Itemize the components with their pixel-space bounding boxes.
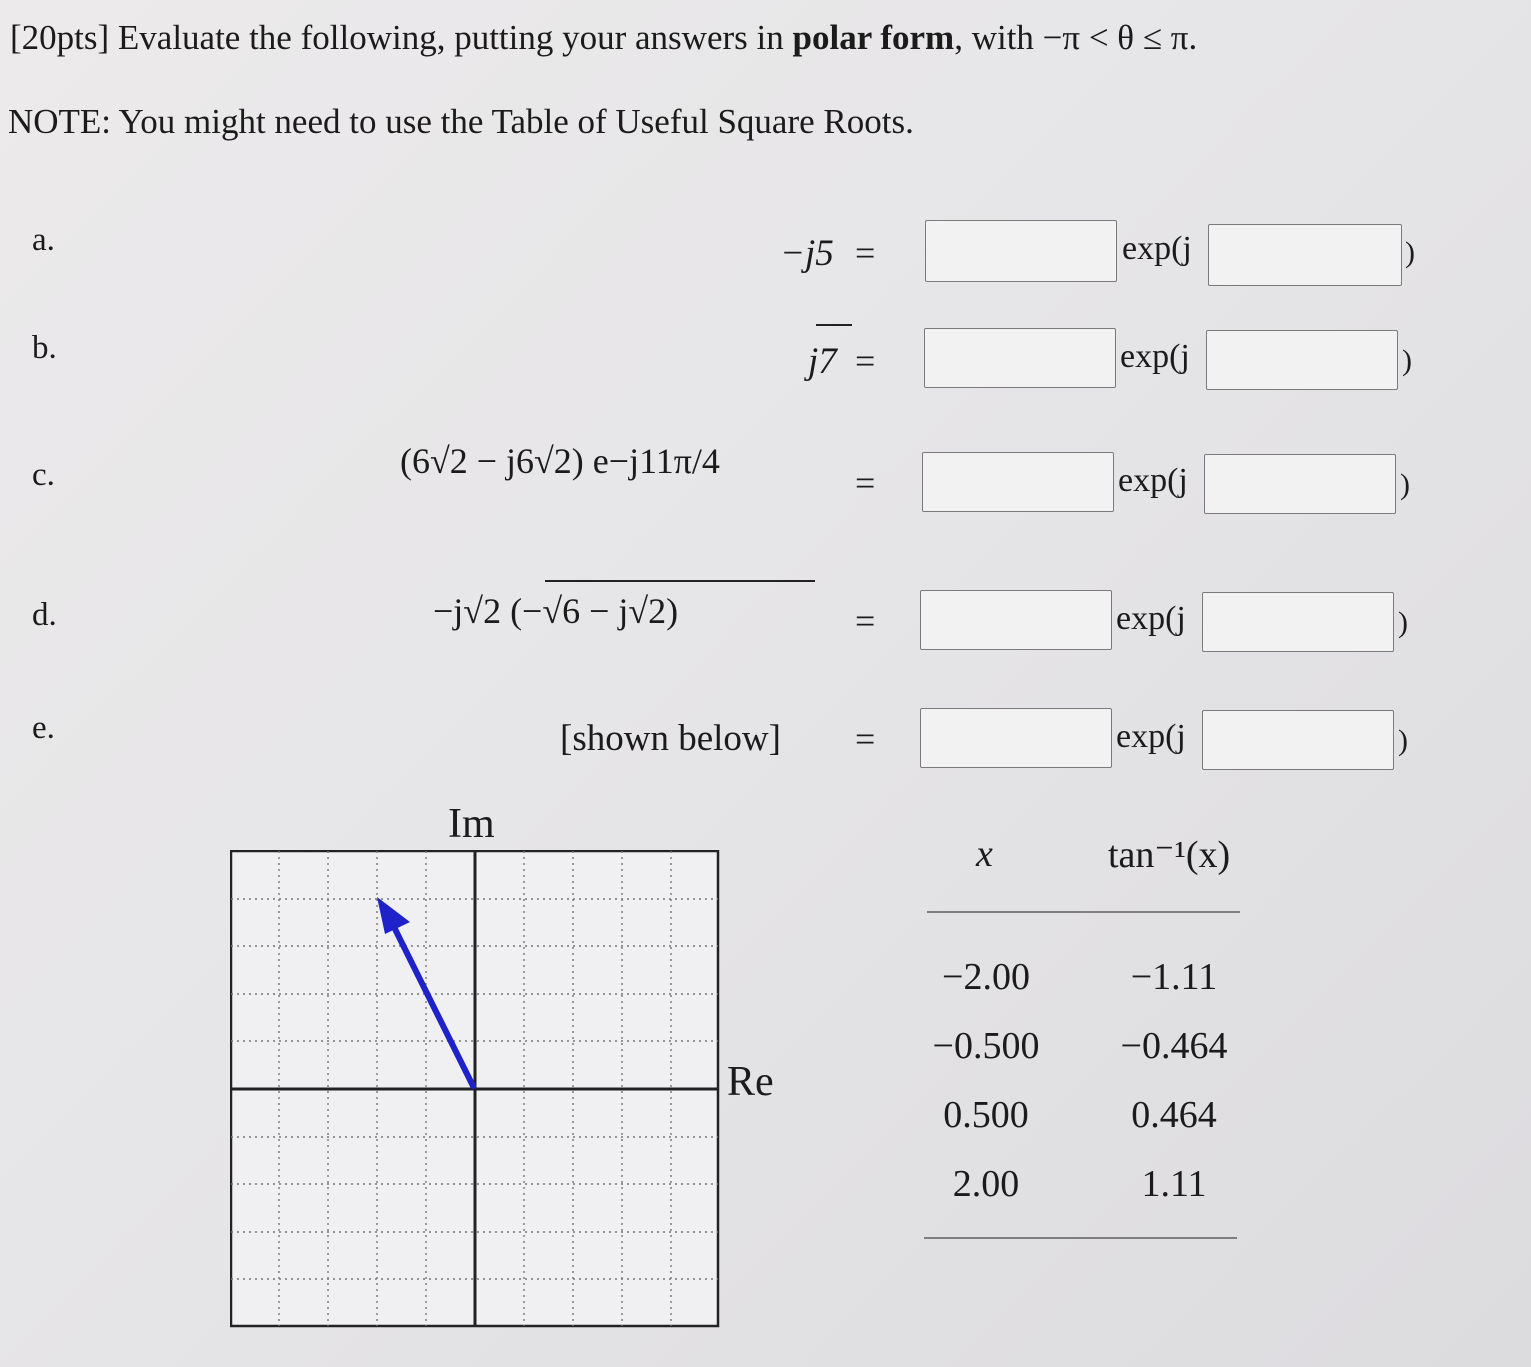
table-top-rule xyxy=(927,911,1240,913)
note-text: NOTE: You might need to use the Table of Useful Square Roots. xyxy=(8,102,914,141)
statement-bold: polar form xyxy=(792,18,955,57)
equals-b: = xyxy=(855,341,876,381)
part-e-exp-label: exp(j xyxy=(1116,718,1186,755)
part-a-angle-input[interactable] xyxy=(1208,224,1402,286)
part-c-magnitude-input[interactable] xyxy=(922,452,1114,512)
table-cell: 0.464 xyxy=(1131,1094,1217,1136)
table-cell: 2.00 xyxy=(952,1163,1020,1205)
part-d-expression xyxy=(433,590,678,632)
part-c-close-paren: ) xyxy=(1400,468,1410,501)
part-d-conj-bar xyxy=(545,580,815,582)
equals-d: = xyxy=(855,601,876,641)
part-a-expression xyxy=(780,232,834,275)
part-c-exp-label: exp(j xyxy=(1118,462,1188,499)
part-e-expression xyxy=(560,717,781,760)
problem-statement xyxy=(10,18,1197,58)
part-d-angle-input[interactable] xyxy=(1202,592,1394,652)
complex-plane-graph xyxy=(230,850,720,1328)
part-d-expr-text: −j√2 (−√6 − j√2) xyxy=(433,591,679,631)
part-b-conj-bar xyxy=(816,324,852,326)
part-a-expr-text: −j5 xyxy=(780,233,834,274)
part-e-angle-input[interactable] xyxy=(1202,710,1394,770)
equals-c: = xyxy=(855,463,876,503)
part-c-label: c. xyxy=(32,457,55,493)
table-cell: −1.11 xyxy=(1130,956,1218,998)
table-header-atan: tan⁻¹(x) xyxy=(1108,834,1231,876)
part-c-angle-input[interactable] xyxy=(1204,454,1396,514)
part-b-magnitude-input[interactable] xyxy=(924,328,1116,388)
table-header-x: x xyxy=(976,833,993,875)
statement-prefix: [20pts] Evaluate the following, putting your answers in xyxy=(10,18,793,57)
table-cell: 0.500 xyxy=(943,1094,1029,1136)
graph-re-label: Re xyxy=(727,1059,774,1105)
table-cell: −0.464 xyxy=(1120,1025,1228,1067)
part-b-close-paren: ) xyxy=(1402,344,1412,377)
part-a-close-paren: ) xyxy=(1405,236,1415,269)
statement-suffix: , with −π < θ ≤ π. xyxy=(954,18,1198,57)
part-e-label: e. xyxy=(32,710,55,746)
equals-a: = xyxy=(855,233,876,273)
part-d-magnitude-input[interactable] xyxy=(920,590,1112,650)
part-c-expression xyxy=(400,440,720,482)
part-e-close-paren: ) xyxy=(1398,724,1408,757)
table-cell: −2.00 xyxy=(942,956,1030,998)
equals-e: = xyxy=(855,719,876,759)
table-cell: 1.11 xyxy=(1141,1163,1207,1205)
part-b-label: b. xyxy=(32,330,57,366)
part-b-angle-input[interactable] xyxy=(1206,330,1398,390)
part-a-label: a. xyxy=(32,222,55,258)
part-e-expr-text: [shown below] xyxy=(560,718,781,759)
part-b-expr-text: j7 xyxy=(808,341,837,382)
table-cell: −0.500 xyxy=(932,1025,1040,1067)
table-bottom-rule xyxy=(924,1237,1237,1239)
part-a-exp-label: exp(j xyxy=(1122,230,1192,267)
part-d-label: d. xyxy=(32,597,57,633)
part-b-expression xyxy=(808,340,837,383)
part-b-exp-label: exp(j xyxy=(1120,338,1190,375)
part-e-magnitude-input[interactable] xyxy=(920,708,1112,768)
part-d-exp-label: exp(j xyxy=(1116,600,1186,637)
part-a-magnitude-input[interactable] xyxy=(925,220,1117,282)
part-d-close-paren: ) xyxy=(1398,606,1408,639)
part-c-expr-text: (6√2 − j6√2) e−j11π/4 xyxy=(400,441,720,481)
graph-im-label: Im xyxy=(448,801,495,847)
